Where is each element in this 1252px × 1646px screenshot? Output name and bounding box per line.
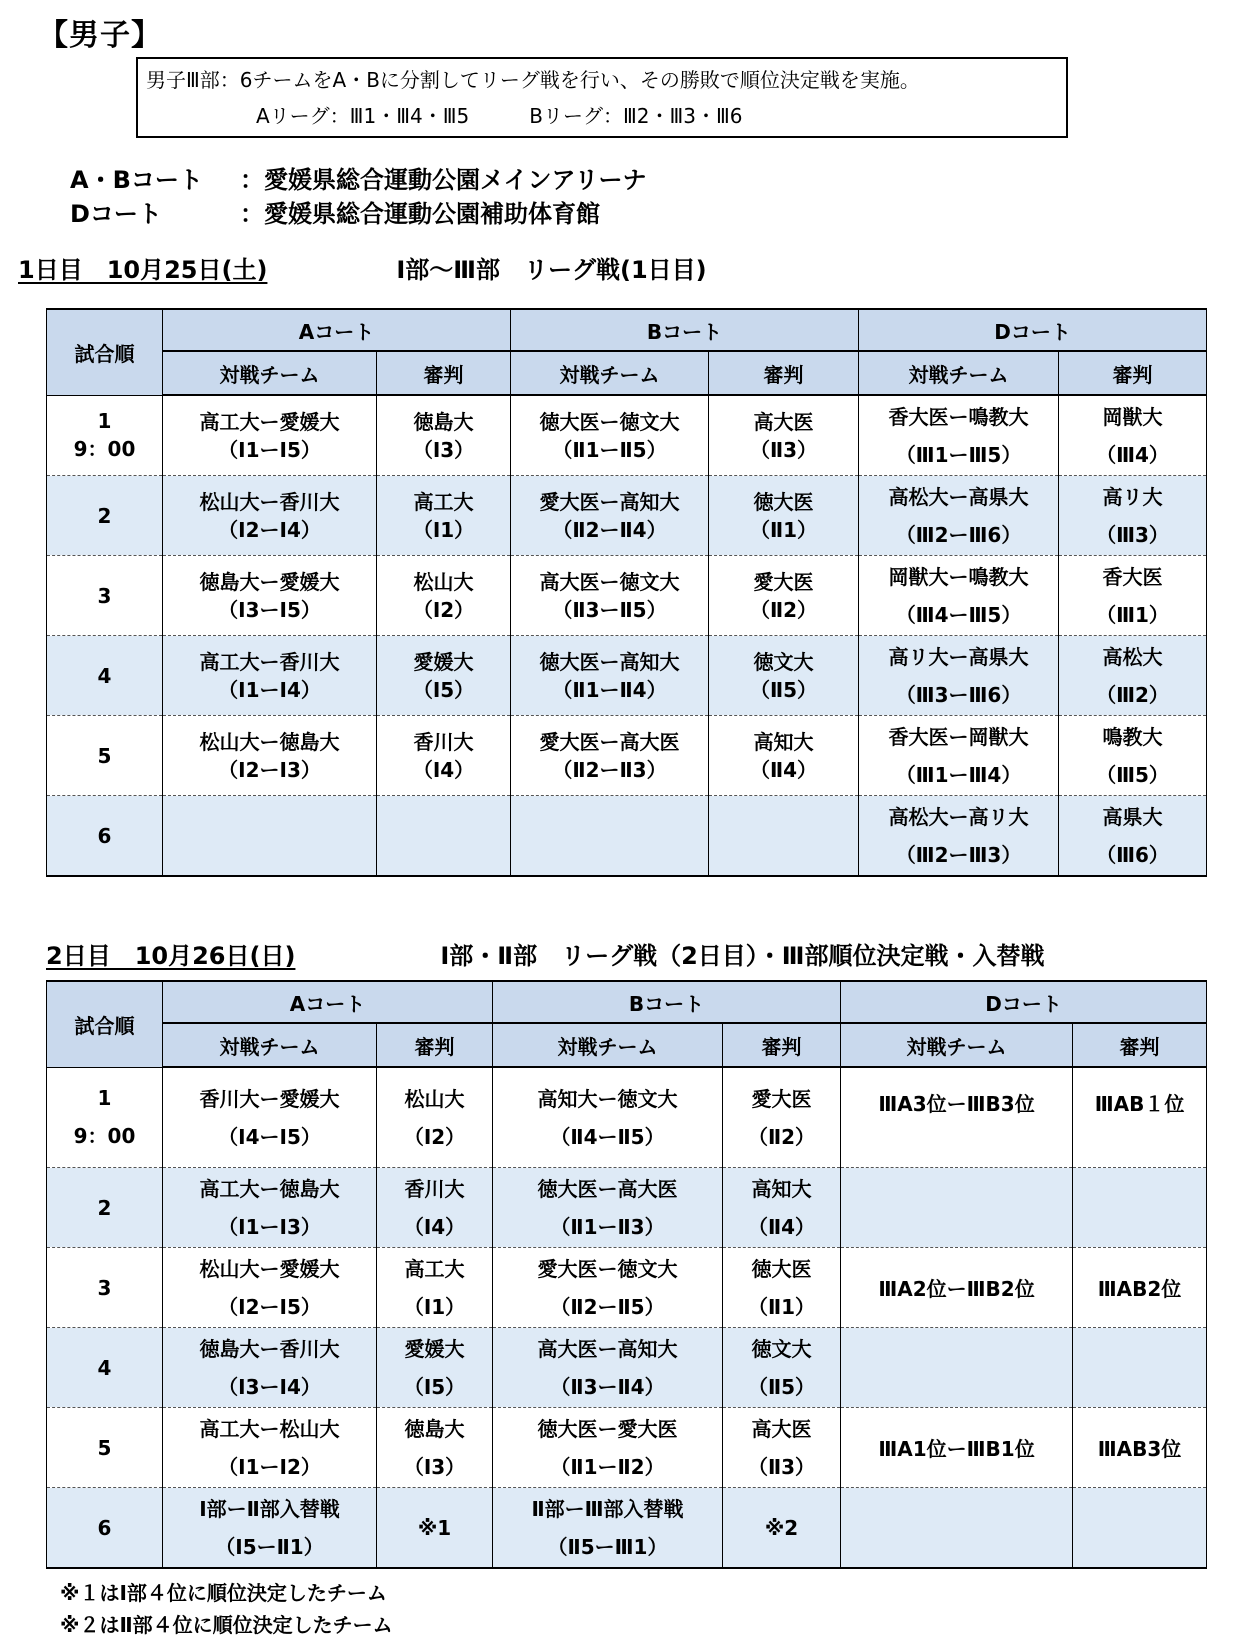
match-header: 対戦チーム <box>163 1023 377 1067</box>
court-d-referee <box>1073 1168 1207 1248</box>
court-a-header: Aコート <box>163 309 511 351</box>
table-row <box>47 636 1207 716</box>
day2-title <box>46 936 1044 971</box>
court-d-referee: ⅢAB2位 <box>1073 1248 1207 1328</box>
match-header: 対戦チーム <box>511 351 709 395</box>
ref-header: 審判 <box>1073 1023 1207 1067</box>
court-d-match: 香大医ー岡獣大 （Ⅲ1ーⅢ4） <box>859 716 1059 796</box>
court-b-referee: 徳大医 （Ⅱ1） <box>723 1248 841 1328</box>
court-d-referee: 鳴教大 （Ⅲ5） <box>1059 716 1207 796</box>
ref-header: 審判 <box>709 351 859 395</box>
match-order: 6 <box>47 1488 163 1569</box>
court-d-referee <box>1073 1328 1207 1408</box>
ref-header: 審判 <box>377 1023 493 1067</box>
court-a-referee: 松山大 （Ⅰ2） <box>377 556 511 636</box>
court-b-match: 高知大ー徳文大 （Ⅱ4ーⅡ5） <box>493 1067 723 1168</box>
court-b-match: Ⅱ部ーⅢ部入替戦 （Ⅱ5ーⅢ1） <box>493 1488 723 1569</box>
court-a-referee: 高工大 （Ⅰ1） <box>377 1248 493 1328</box>
court-a-match: 松山大ー香川大 （Ⅰ2ーⅠ4） <box>163 476 377 556</box>
court-b-referee: 愛大医 （Ⅱ2） <box>723 1067 841 1168</box>
court-a-match: 松山大ー愛媛大 （Ⅰ2ーⅠ5） <box>163 1248 377 1328</box>
table-row <box>47 1488 1207 1569</box>
venue-ab <box>70 163 647 197</box>
court-b-referee: 徳大医 （Ⅱ1） <box>709 476 859 556</box>
court-b-referee: 愛大医 （Ⅱ2） <box>709 556 859 636</box>
court-a-header: Aコート <box>163 981 493 1023</box>
court-b-match: 愛大医ー高知大 （Ⅱ2ーⅡ4） <box>511 476 709 556</box>
court-d-referee: ⅢAB１位 <box>1073 1067 1207 1168</box>
day1-desc: Ⅰ部～Ⅲ部 リーグ戦(1日目) <box>396 256 707 284</box>
court-b-match <box>511 796 709 877</box>
match-order: 6 <box>47 796 163 877</box>
court-d-header: Dコート <box>859 309 1207 351</box>
day2-date: 2日目 10月26日(日) <box>46 942 296 970</box>
court-b-referee: ※2 <box>723 1488 841 1569</box>
match-order: 1 9：00 <box>47 1067 163 1168</box>
footnotes <box>60 1577 393 1641</box>
court-a-match: 高工大ー松山大 （Ⅰ1ーⅠ2） <box>163 1408 377 1488</box>
table-row <box>47 1328 1207 1408</box>
court-b-referee: 徳文大 （Ⅱ5） <box>709 636 859 716</box>
court-d-match <box>841 1488 1073 1569</box>
ref-header: 審判 <box>723 1023 841 1067</box>
court-d-referee: 香大医 （Ⅲ1） <box>1059 556 1207 636</box>
footnote-1: ※１はⅠ部４位に順位決定したチーム <box>60 1581 387 1605</box>
court-d-match: 高リ大ー高県大 （Ⅲ3ーⅢ6） <box>859 636 1059 716</box>
match-order: 1 9：00 <box>47 395 163 476</box>
court-d-match: ⅢA1位ーⅢB1位 <box>841 1408 1073 1488</box>
court-a-match <box>163 796 377 877</box>
court-a-referee: 愛媛大 （Ⅰ5） <box>377 1328 493 1408</box>
venue-ab-value: ：愛媛県総合運動公園メインアリーナ <box>240 166 647 194</box>
court-d-match: ⅢA2位ーⅢB2位 <box>841 1248 1073 1328</box>
court-b-match: 愛大医ー高大医 （Ⅱ2ーⅡ3） <box>511 716 709 796</box>
court-b-match: 高大医ー高知大 （Ⅱ3ーⅡ4） <box>493 1328 723 1408</box>
ref-header: 審判 <box>1059 351 1207 395</box>
match-order: 3 <box>47 1248 163 1328</box>
match-header: 対戦チーム <box>841 1023 1073 1067</box>
court-a-match: 高工大ー愛媛大 （Ⅰ1ーⅠ5） <box>163 395 377 476</box>
court-b-referee: 高知大 （Ⅱ4） <box>709 716 859 796</box>
court-b-header: Bコート <box>493 981 841 1023</box>
court-a-referee: 香川大 （Ⅰ4） <box>377 716 511 796</box>
match-order: 5 <box>47 716 163 796</box>
day1-date: 1日目 10月25日(土) <box>18 256 268 284</box>
court-d-referee: 高松大 （Ⅲ2） <box>1059 636 1207 716</box>
court-d-match: 高松大ー高県大 （Ⅲ2ーⅢ6） <box>859 476 1059 556</box>
court-a-match: 高工大ー香川大 （Ⅰ1ーⅠ4） <box>163 636 377 716</box>
court-b-referee: 高知大 （Ⅱ4） <box>723 1168 841 1248</box>
venue-ab-label: A・Bコート <box>70 166 203 194</box>
table-row <box>47 1067 1207 1168</box>
league-note-box <box>136 57 1068 138</box>
court-a-referee: 高工大 （Ⅰ1） <box>377 476 511 556</box>
match-order: 2 <box>47 476 163 556</box>
court-b-match: 徳大医ー徳文大 （Ⅱ1ーⅡ5） <box>511 395 709 476</box>
match-header: 対戦チーム <box>493 1023 723 1067</box>
court-d-referee: 高リ大 （Ⅲ3） <box>1059 476 1207 556</box>
start-time: 9：00 <box>73 437 136 462</box>
court-b-match: 愛大医ー徳文大 （Ⅱ2ーⅡ5） <box>493 1248 723 1328</box>
court-b-match: 徳大医ー高知大 （Ⅱ1ーⅡ4） <box>511 636 709 716</box>
venue-d-label: Dコート <box>70 200 162 228</box>
court-a-referee: 愛媛大 （Ⅰ5） <box>377 636 511 716</box>
venue-d <box>70 197 647 231</box>
page-heading: 【男子】 <box>38 18 162 53</box>
table-row <box>47 476 1207 556</box>
venue-d-value: ：愛媛県総合運動公園補助体育館 <box>240 200 600 228</box>
court-b-match: 徳大医ー高大医 （Ⅱ1ーⅡ3） <box>493 1168 723 1248</box>
court-a-match: Ⅰ部ーⅡ部入替戦 （Ⅰ5ーⅡ1） <box>163 1488 377 1569</box>
table-row <box>47 1248 1207 1328</box>
note-line-2: Aリーグ：Ⅲ1・Ⅲ4・Ⅲ5 Bリーグ：Ⅲ2・Ⅲ3・Ⅲ6 <box>256 104 743 128</box>
court-a-referee: ※1 <box>377 1488 493 1569</box>
table-row <box>47 556 1207 636</box>
court-d-referee <box>1073 1488 1207 1569</box>
court-a-match: 松山大ー徳島大 （Ⅰ2ーⅠ3） <box>163 716 377 796</box>
court-a-referee <box>377 796 511 877</box>
match-order: 4 <box>47 1328 163 1408</box>
court-a-match: 高工大ー徳島大 （Ⅰ1ーⅠ3） <box>163 1168 377 1248</box>
day1-schedule-table <box>46 308 1207 877</box>
court-d-match: 高松大ー高リ大 （Ⅲ2ーⅢ3） <box>859 796 1059 877</box>
table-row <box>47 395 1207 476</box>
footnote-2: ※２はⅡ部４位に順位決定したチーム <box>60 1613 393 1637</box>
table-row <box>47 716 1207 796</box>
court-b-header: Bコート <box>511 309 859 351</box>
court-a-referee: 徳島大 （Ⅰ3） <box>377 395 511 476</box>
match-header: 対戦チーム <box>163 351 377 395</box>
ref-header: 審判 <box>377 351 511 395</box>
match-order: 5 <box>47 1408 163 1488</box>
court-b-match: 高大医ー徳文大 （Ⅱ3ーⅡ5） <box>511 556 709 636</box>
day1-title <box>18 250 707 285</box>
court-d-match: 香大医ー鳴教大 （Ⅲ1ーⅢ5） <box>859 395 1059 476</box>
court-b-referee: 高大医 （Ⅱ3） <box>709 395 859 476</box>
court-a-referee: 松山大 （Ⅰ2） <box>377 1067 493 1168</box>
note-line-1: 男子Ⅲ部：6チームをA・Bに分割してリーグ戦を行い、その勝敗で順位決定戦を実施。 <box>146 68 920 92</box>
court-a-match: 香川大ー愛媛大 （Ⅰ4ーⅠ5） <box>163 1067 377 1168</box>
start-time: 9：00 <box>73 1124 136 1149</box>
court-d-match: ⅢA3位ーⅢB3位 <box>841 1067 1073 1168</box>
court-d-match: 岡獣大ー鳴教大 （Ⅲ4ーⅢ5） <box>859 556 1059 636</box>
court-d-match <box>841 1328 1073 1408</box>
court-d-match <box>841 1168 1073 1248</box>
table-row <box>47 796 1207 877</box>
match-order: 2 <box>47 1168 163 1248</box>
court-a-match: 徳島大ー香川大 （Ⅰ3ーⅠ4） <box>163 1328 377 1408</box>
venue-list <box>70 163 647 231</box>
order-header: 試合順 <box>47 309 163 395</box>
court-a-match: 徳島大ー愛媛大 （Ⅰ3ーⅠ5） <box>163 556 377 636</box>
court-b-referee <box>709 796 859 877</box>
court-b-match: 徳大医ー愛大医 （Ⅱ1ーⅡ2） <box>493 1408 723 1488</box>
match-header: 対戦チーム <box>859 351 1059 395</box>
court-d-referee: ⅢAB3位 <box>1073 1408 1207 1488</box>
court-b-referee: 高大医 （Ⅱ3） <box>723 1408 841 1488</box>
day2-desc: Ⅰ部・Ⅱ部 リーグ戦（2日目）・Ⅲ部順位決定戦・入替戦 <box>440 942 1045 970</box>
court-b-referee: 徳文大 （Ⅱ5） <box>723 1328 841 1408</box>
court-d-header: Dコート <box>841 981 1207 1023</box>
table-row <box>47 1168 1207 1248</box>
court-a-referee: 香川大 （Ⅰ4） <box>377 1168 493 1248</box>
order-header: 試合順 <box>47 981 163 1067</box>
match-order: 3 <box>47 556 163 636</box>
day2-schedule-table <box>46 980 1207 1569</box>
court-d-referee: 高県大 （Ⅲ6） <box>1059 796 1207 877</box>
court-d-referee: 岡獣大 （Ⅲ4） <box>1059 395 1207 476</box>
table-row <box>47 1408 1207 1488</box>
court-a-referee: 徳島大 （Ⅰ3） <box>377 1408 493 1488</box>
match-order: 4 <box>47 636 163 716</box>
